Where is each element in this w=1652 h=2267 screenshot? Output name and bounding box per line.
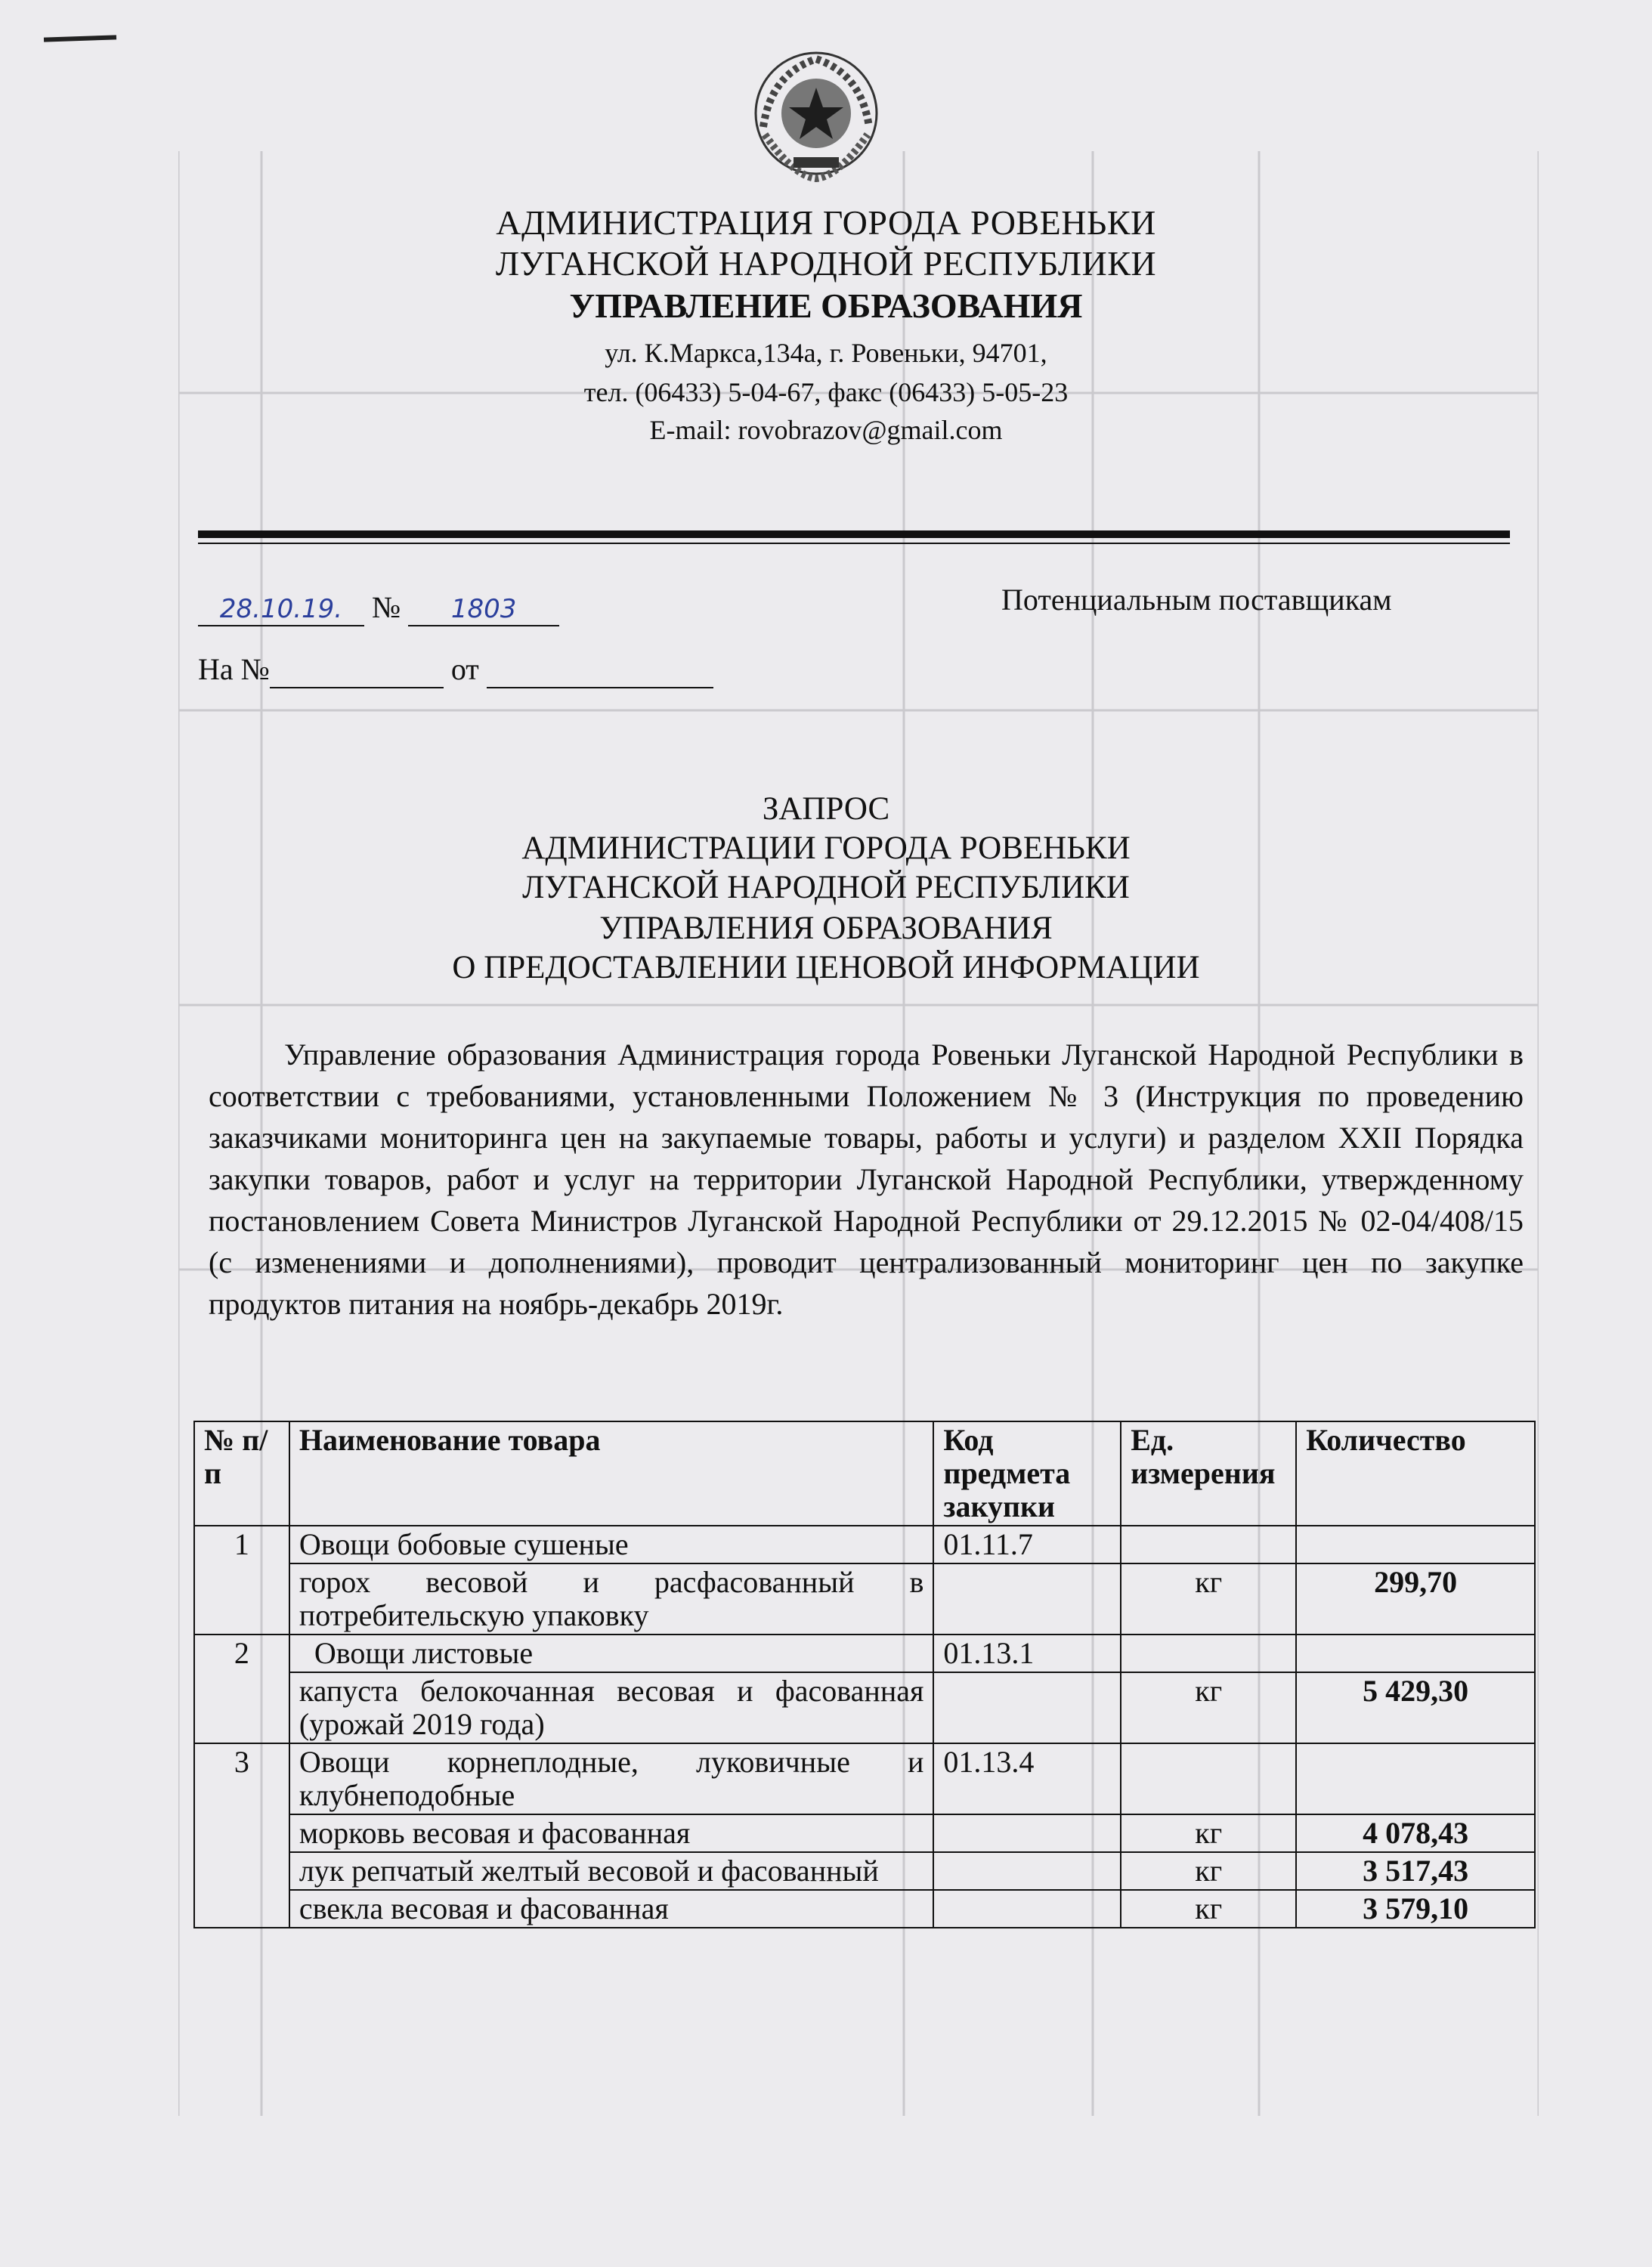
doc-title-line5: О ПРЕДОСТАВЛЕНИИ ЦЕНОВОЙ ИНФОРМАЦИИ <box>452 950 1200 985</box>
empty-cell <box>1121 1635 1296 1672</box>
header-qty: Количество <box>1296 1421 1535 1526</box>
item-qty: 3 517,43 <box>1296 1852 1535 1890</box>
empty-cell <box>933 1852 1121 1890</box>
item-unit: кг <box>1121 1852 1296 1890</box>
doc-title-line4: УПРАВЛЕНИЯ ОБРАЗОВАНИЯ <box>599 911 1053 946</box>
table-row <box>194 1890 1535 1928</box>
org-department: УПРАВЛЕНИЕ ОБРАЗОВАНИЯ <box>569 286 1083 325</box>
item-qty: 299,70 <box>1296 1563 1535 1635</box>
outgoing-date: 28.10.19. <box>219 594 343 624</box>
empty-cell <box>933 1672 1121 1743</box>
item-unit: кг <box>1121 1672 1296 1743</box>
outgoing-reg-line <box>198 589 559 626</box>
org-address: ул. К.Маркса,134а, г. Ровеньки, 94701, <box>605 338 1047 368</box>
outgoing-date-field <box>198 589 364 626</box>
doc-title-line3: ЛУГАНСКОЙ НАРОДНОЙ РЕСПУБЛИКИ <box>522 870 1130 905</box>
reference-line <box>198 651 713 688</box>
item-name: лук репчатый желтый весовой и фасованный <box>289 1852 934 1890</box>
org-name-line1: АДМИНИСТРАЦИЯ ГОРОДА РОВЕНЬКИ <box>496 203 1156 242</box>
group-code: 01.11.7 <box>933 1526 1121 1563</box>
group-code: 01.13.1 <box>933 1635 1121 1672</box>
item-unit: кг <box>1121 1890 1296 1928</box>
empty-cell <box>1121 1743 1296 1814</box>
empty-cell <box>1296 1635 1535 1672</box>
item-name: свекла весовая и фасованная <box>289 1890 934 1928</box>
org-email: E-mail: rovobrazov@gmail.com <box>649 415 1003 445</box>
item-name: горох весовой и расфасованный в потребительскую упаковку <box>289 1563 934 1635</box>
item-name: капуста белокочанная весовая и фасованная (урожай 2019 года) <box>289 1672 934 1743</box>
lnr-coat-of-arms-emblem <box>748 44 884 187</box>
item-qty: 3 579,10 <box>1296 1890 1535 1928</box>
reference-number-label: На № <box>198 652 270 686</box>
header-name: Наименование товара <box>289 1421 934 1526</box>
item-name: морковь весовая и фасованная <box>289 1814 934 1852</box>
header-code: Код предмета закупки <box>933 1421 1121 1526</box>
empty-cell <box>1296 1743 1535 1814</box>
item-qty: 4 078,43 <box>1296 1814 1535 1852</box>
empty-cell <box>933 1890 1121 1928</box>
empty-cell <box>1296 1526 1535 1563</box>
outgoing-number: 1803 <box>450 594 517 624</box>
table-row <box>194 1672 1535 1743</box>
reference-number-blank <box>270 651 444 688</box>
row-num: 2 <box>194 1635 289 1743</box>
recipient: Потенциальным поставщикам <box>1001 583 1392 617</box>
table-row <box>194 1852 1535 1890</box>
header-unit: Ед. измерения <box>1121 1421 1296 1526</box>
item-qty: 5 429,30 <box>1296 1672 1535 1743</box>
row-num: 3 <box>194 1743 289 1928</box>
row-num: 1 <box>194 1526 289 1635</box>
goods-table <box>193 1421 1536 1928</box>
empty-cell <box>933 1563 1121 1635</box>
table-header-row <box>194 1421 1535 1526</box>
doc-title-line2: АДМИНИСТРАЦИИ ГОРОДА РОВЕНЬКИ <box>521 830 1131 866</box>
group-name: Овощи корнеплодные, луковичные и клубнеподобные <box>289 1743 934 1814</box>
group-code: 01.13.4 <box>933 1743 1121 1814</box>
table-row <box>194 1563 1535 1635</box>
table-row <box>194 1743 1535 1814</box>
reference-date-label: от <box>450 652 479 686</box>
group-name: Овощи бобовые сушеные <box>289 1526 934 1563</box>
org-phone: тел. (06433) 5-04-67, факс (06433) 5-05-23 <box>583 377 1069 407</box>
group-name: Овощи листовые <box>289 1635 934 1672</box>
item-unit: кг <box>1121 1814 1296 1852</box>
doc-title-line1: ЗАПРОС <box>762 791 890 827</box>
empty-cell <box>933 1814 1121 1852</box>
reference-date-blank <box>487 651 713 688</box>
corner-pen-mark <box>44 35 116 42</box>
table-row <box>194 1814 1535 1852</box>
outgoing-number-field <box>408 589 559 626</box>
table-row <box>194 1526 1535 1563</box>
outgoing-number-label: № <box>372 590 401 624</box>
item-unit: кг <box>1121 1563 1296 1635</box>
header-num: № п/п <box>194 1421 289 1526</box>
header-divider-thick <box>198 530 1510 538</box>
empty-cell <box>1121 1526 1296 1563</box>
table-row <box>194 1635 1535 1672</box>
request-body-paragraph: Управление образования Администрация города Ровеньки Луганской Народной Республики в соответствии с требованиями, установленными Положением № 3 (Инструкция по проведению заказчиками мониторинга цен на закупаемые товары, работы и услуги) и разделом XXII Порядка закупки товаров, работ и услуг на территории Луганской Народной Республики, утвержденному постановлением Совета Министров Луганской Народной Республики от 29.12.2015 № 02-04/408/15 (с изменениями и дополнениями), проводит централизованный мониторинг цен по закупке продуктов питания на ноябрь-декабрь 2019г. <box>209 1038 1524 1321</box>
org-name-line2: ЛУГАНСКОЙ НАРОДНОЙ РЕСПУБЛИКИ <box>495 244 1157 283</box>
header-divider-thin <box>198 543 1510 544</box>
